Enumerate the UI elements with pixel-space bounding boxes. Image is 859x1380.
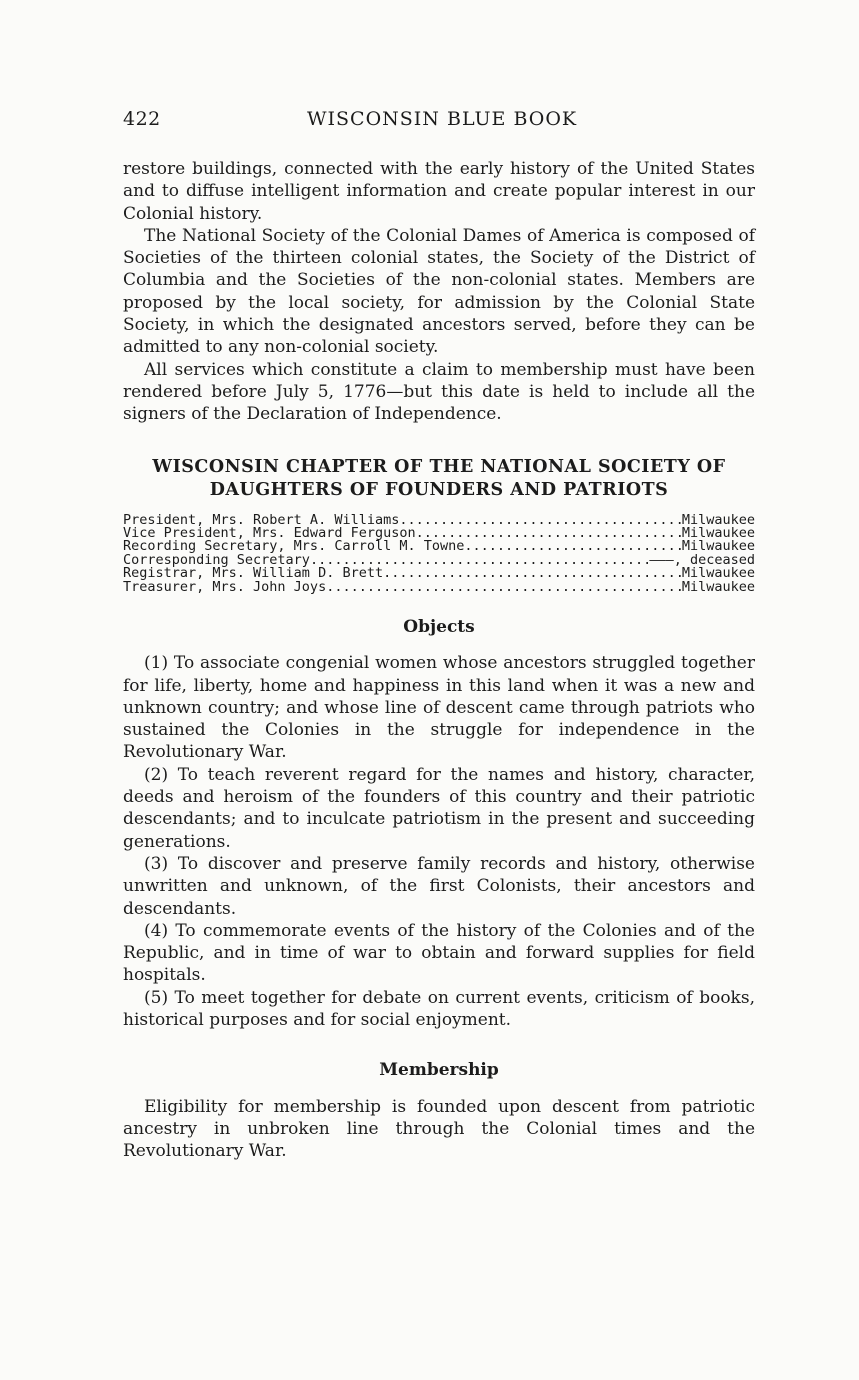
- membership-heading: Membership: [379, 1060, 499, 1081]
- objects-item: (3) To discover and preserve family records and history, otherwise unwritten and unknown, of the first Colonists, their ancestors and descendants.: [123, 853, 755, 919]
- dot-leader: [326, 581, 682, 594]
- objects-item: (5) To meet together for debate on current events, criticism of books, historical purposes and for social enjoyment.: [123, 987, 755, 1031]
- officers-list: [123, 511, 755, 595]
- officer-place: Milwaukee: [681, 538, 755, 555]
- running-title: WISCONSIN BLUE BOOK: [307, 108, 578, 130]
- intro-paragraph: The National Society of the Colonial Dames of America is composed of Societies of the thirteen colonial states, the Society of the District of Columbia and the Societies of the non-colonial states. Members are proposed by the local society, for admission by the Colonial State Society, in which the designated ancestors served, before they can be admitted to any non-colonial society.: [123, 225, 755, 358]
- intro-paragraph: restore buildings, connected with the early history of the United States and to diffuse intelligent information and create popular interest in our Colonial history.: [123, 159, 755, 224]
- officer-place: ———, deceased: [649, 551, 755, 568]
- page-header: [123, 108, 755, 134]
- objects-item: (4) To commemorate events of the history of the Colonies and of the Republic, and in time of war to obtain and forward supplies for field hospitals.: [123, 920, 755, 986]
- officer-place: Milwaukee: [681, 578, 755, 595]
- officer-name: Vice President, Mrs. Edward Ferguson: [123, 524, 416, 541]
- officer-name: Corresponding Secretary: [123, 551, 310, 568]
- objects-heading: Objects: [403, 617, 475, 637]
- objects-item: (1) To associate congenial women whose ancestors struggled together for life, liberty, home and happiness in this land when it was a new and unknown country; and whose line of descent came through patriots who sustained the Colonies in the struggle for independence in the Revolutionary War.: [123, 653, 755, 763]
- chapter-heading: [123, 456, 755, 502]
- dot-leader: [383, 567, 682, 580]
- chapter-heading-line: WISCONSIN CHAPTER OF THE NATIONAL SOCIETY OF: [152, 456, 726, 477]
- officer-name: Treasurer, Mrs. John Joys: [123, 578, 327, 595]
- officer-row: [123, 578, 755, 595]
- page-body: [123, 158, 755, 1163]
- chapter-heading-line: DAUGHTERS OF FOUNDERS AND PATRIOTS: [209, 479, 669, 500]
- officer-place: Milwaukee: [681, 524, 755, 541]
- page-number: 422: [123, 108, 161, 130]
- officer-name: Recording Secretary, Mrs. Carroll M. Towne: [123, 538, 465, 555]
- membership-text: Eligibility for membership is founded upon descent from patriotic ancestry in unbroken line through the Colonial times and the Revolutionary War.: [123, 1096, 755, 1162]
- officer-name: President, Mrs. Robert A. Williams: [123, 511, 400, 528]
- officer-name: Registrar, Mrs. William D. Brett: [123, 565, 384, 582]
- officer-place: Milwaukee: [681, 511, 755, 528]
- dot-leader: [399, 514, 682, 527]
- objects-item: (2) To teach reverent regard for the names and history, character, deeds and heroism of the founders of this country and their patriotic descendants; and to inculcate patriotism in the present and succeeding generations.: [123, 764, 755, 852]
- intro-paragraph: All services which constitute a claim to membership must have been rendered before July 5, 1776—but this date is held to include all the signers of the Declaration of Independence.: [123, 359, 755, 425]
- officer-place: Milwaukee: [681, 565, 755, 582]
